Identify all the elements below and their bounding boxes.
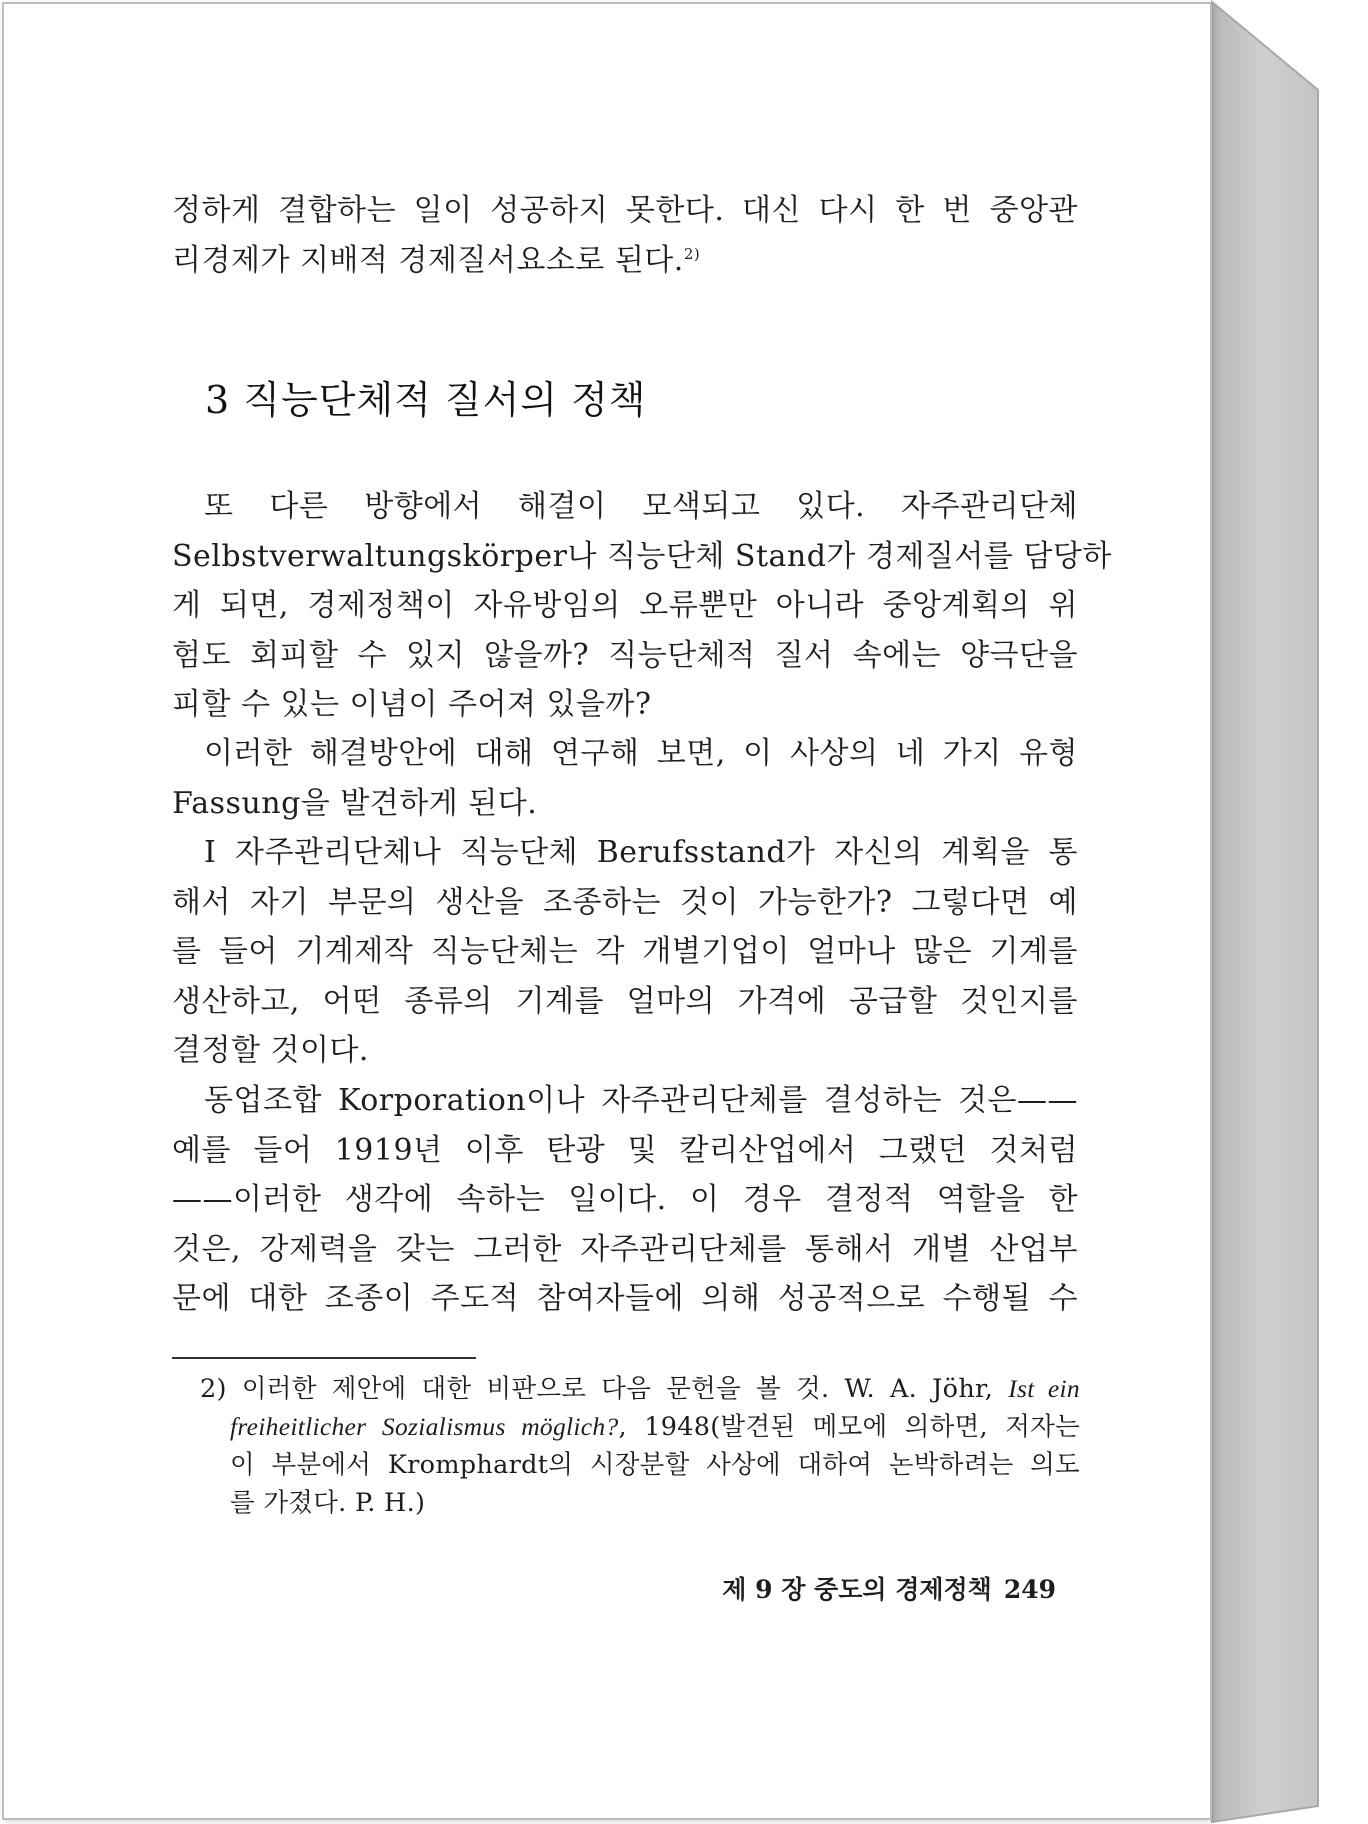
paragraph-3	[172, 828, 1078, 1076]
text-line: Selbstverwaltungskörper나 직능단체 Stand가 경제질서를 담당하	[172, 538, 1112, 574]
footnote-line	[200, 1370, 1080, 1408]
footnote-italic-title: Ist ein	[1008, 1374, 1080, 1403]
text-line: 생산하고, 어떤 종류의 기계를 얼마의 가격에 공급할 것인지를	[172, 983, 1078, 1019]
text-line: 또 다른 방향에서 해결이 모색되고 있다. 자주관리단체	[204, 489, 1078, 524]
footnote	[200, 1370, 1080, 1522]
footnote-italic-title: freiheitlicher Sozialismus möglich?	[230, 1412, 619, 1441]
text-line: 이러한 해결방안에 대해 연구해 보면, 이 사상의 네 가지 유형	[204, 736, 1078, 771]
text-line: ——이러한 생각에 속하는 일이다. 이 경우 결정적 역할을 한	[172, 1182, 1078, 1217]
page-number: 249	[1003, 1575, 1056, 1604]
section-heading: 3 직능단체적 질서의 정책	[205, 378, 647, 422]
text-line: 피할 수 있는 이념이 주어져 있을까?	[172, 687, 652, 722]
footnote-line: 를 가졌다. P. H.)	[230, 1488, 426, 1518]
paragraph-4	[172, 1076, 1078, 1324]
footnote-line: 이 부분에서 Kromphardt의 시장분할 사상에 대하여 논박하려는 의도	[230, 1450, 1080, 1480]
footnote-text: 2) 이러한 제안에 대한 비판으로 다음 문헌을 볼 것. W. A. Jöhr,	[200, 1374, 994, 1404]
text-line: 정하게 결합하는 일이 성공하지 못한다. 대신 다시 한 번 중앙관	[172, 193, 1078, 228]
chapter-title: 제 9 장 중도의 경제정책	[722, 1575, 992, 1604]
paragraph-continued	[172, 186, 1078, 285]
footnote-text: , 1948(발견된 메모에 의하면, 저자는	[618, 1412, 1080, 1442]
footnote-rule	[172, 1357, 476, 1359]
text-line-content: 리경제가 지배적 경제질서요소로 된다.	[172, 242, 684, 278]
text-line: 를 들어 기계제작 직능단체는 각 개별기업이 얼마나 많은 기계를	[172, 934, 1078, 969]
text-line: 게 되면, 경제정책이 자유방임의 오류뿐만 아니라 중앙계획의 위	[172, 588, 1078, 623]
text-line: 예를 들어 1919년 이후 탄광 및 칼리산업에서 그랬던 것처럼	[172, 1132, 1078, 1168]
text-line: Fassung을 발견하게 된다.	[172, 785, 538, 821]
footnote-line	[200, 1408, 1080, 1446]
running-footer	[716, 1573, 1056, 1607]
paragraph-1	[172, 482, 1112, 730]
text-line: 해서 자기 부문의 생산을 조종하는 것이 가능한가? 그렇다면 예	[172, 884, 1078, 920]
text-line: I 자주관리단체나 직능단체 Berufsstand가 자신의 계획을 통	[204, 835, 1078, 870]
text-line	[172, 236, 1078, 286]
paragraph-2	[172, 729, 1078, 828]
footnote-reference: 2)	[683, 244, 701, 263]
text-line: 결정할 것이다.	[172, 1033, 369, 1068]
text-line: 동업조합 Korporation이나 자주관리단체를 결성하는 것은——	[204, 1083, 1078, 1118]
text-line: 문에 대한 조종이 주도적 참여자들에 의해 성공적으로 수행될 수	[172, 1281, 1078, 1316]
text-line: 것은, 강제력을 갖는 그러한 자주관리단체를 통해서 개별 산업부	[172, 1231, 1078, 1267]
text-line: 험도 회피할 수 있지 않을까? 직능단체적 질서 속에는 양극단을	[172, 637, 1078, 673]
